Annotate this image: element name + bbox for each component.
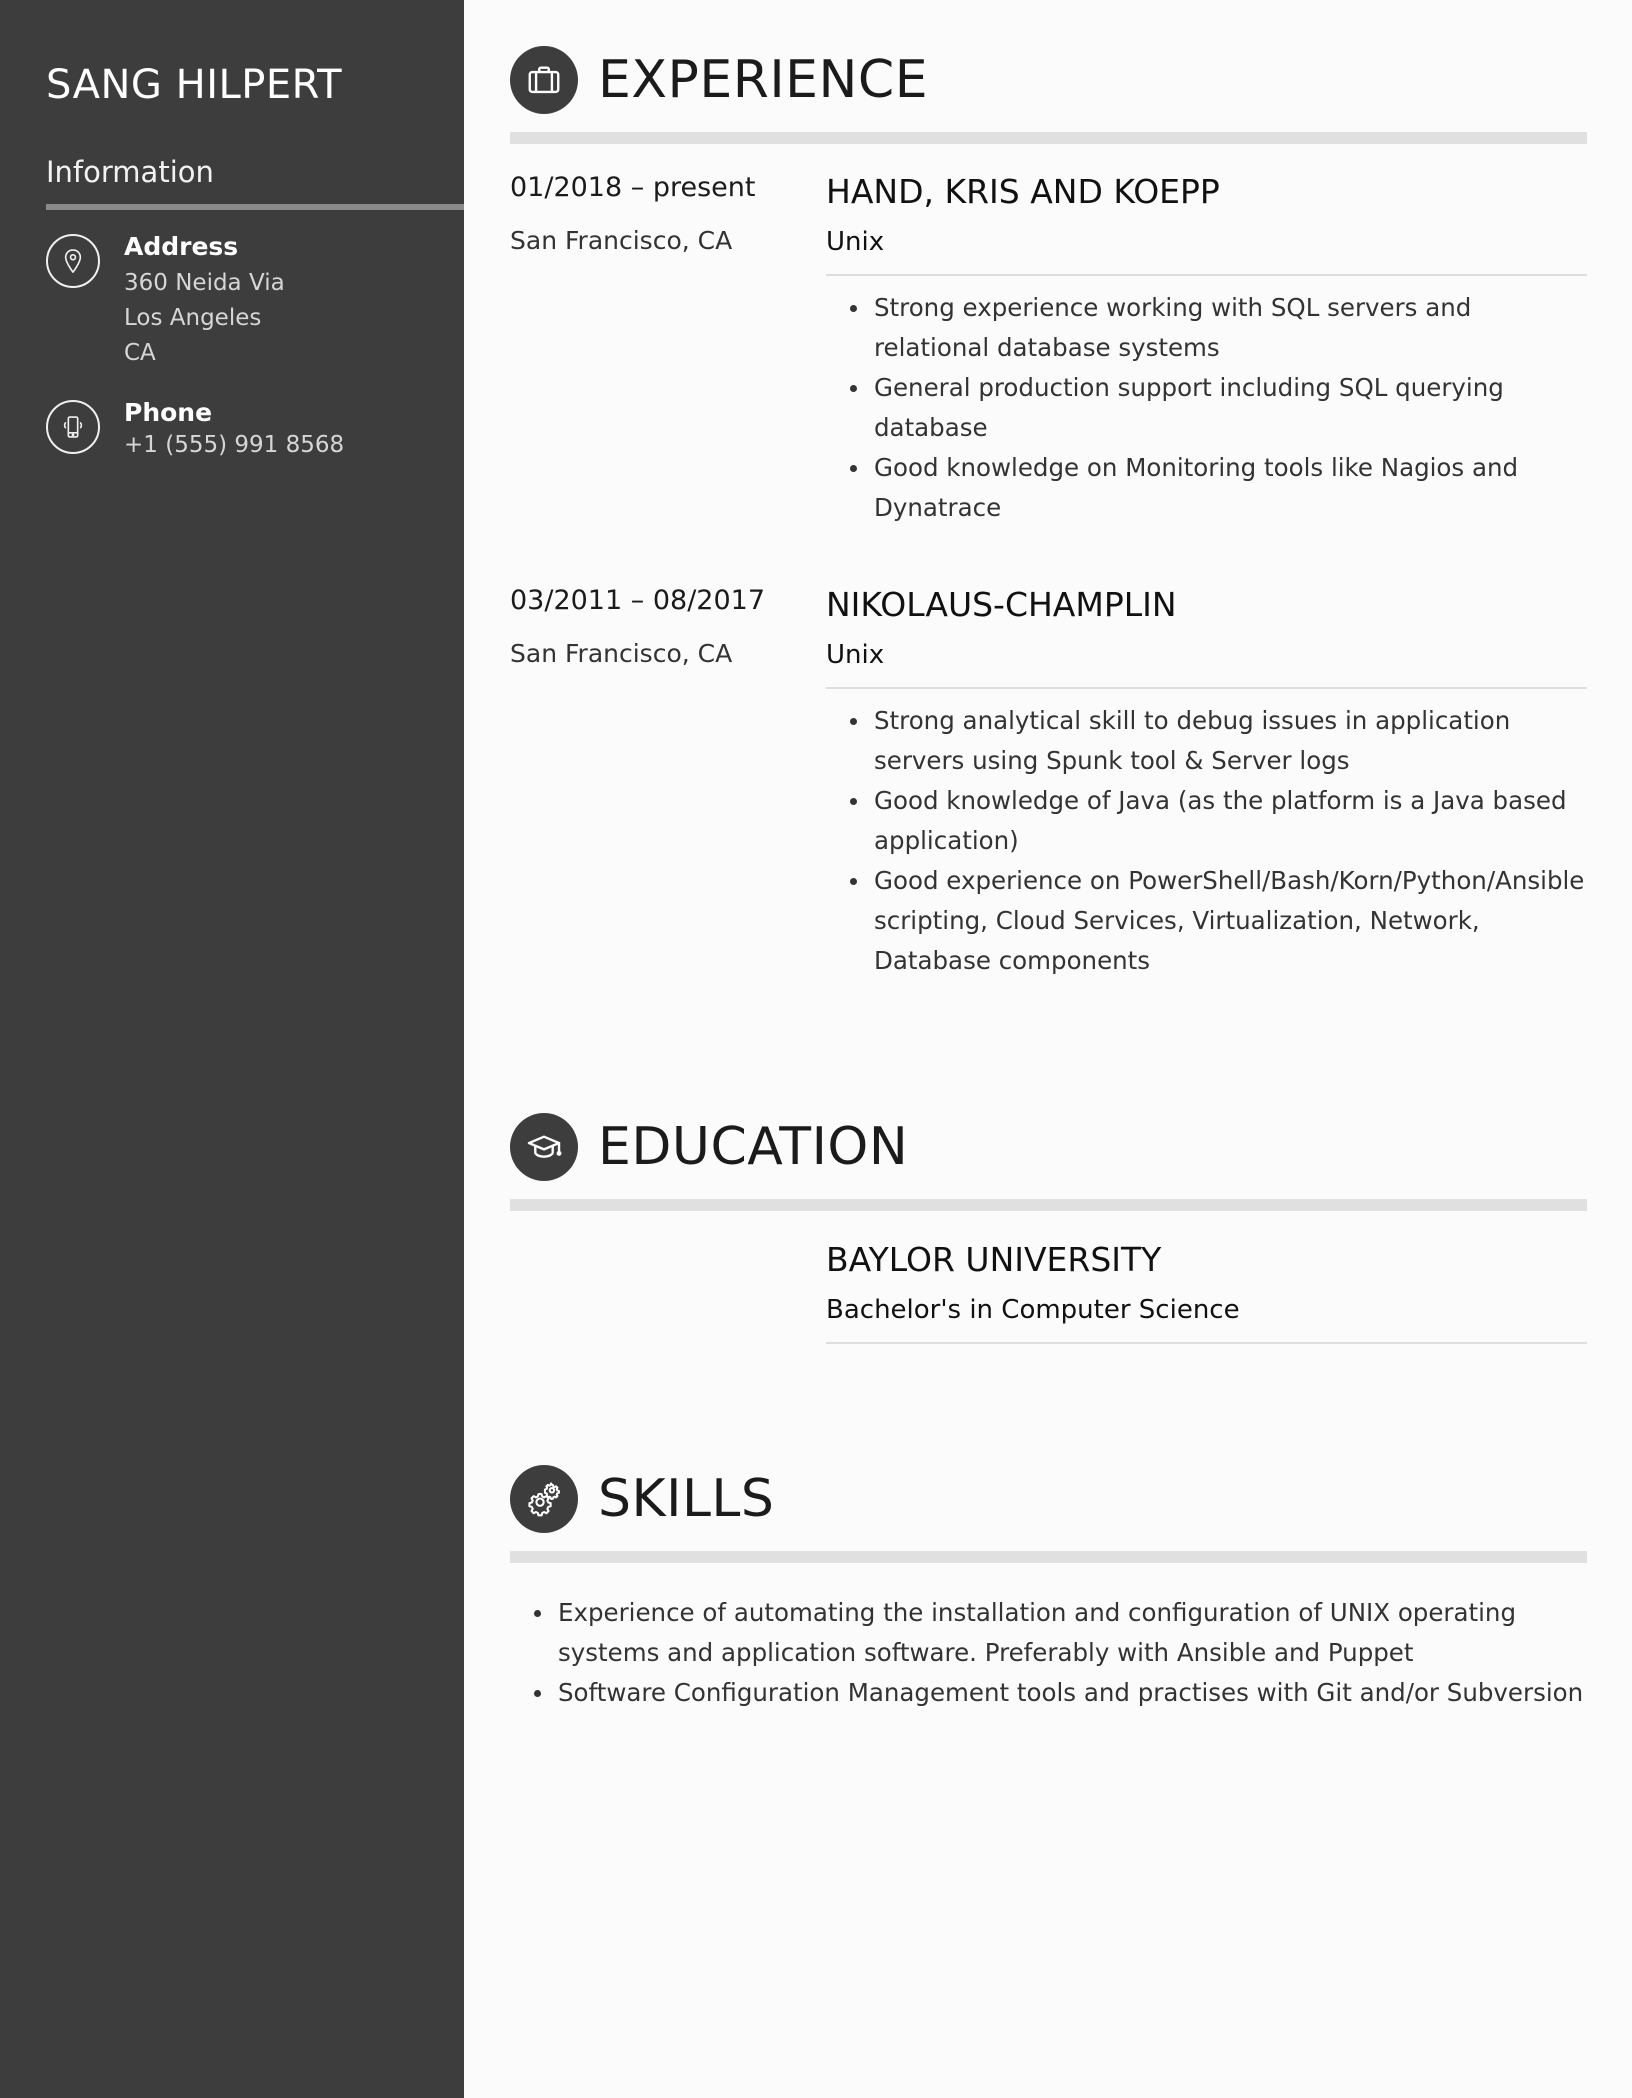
phone-number: +1 (555) 991 8568 — [124, 432, 345, 458]
entry-location: San Francisco, CA — [510, 226, 733, 255]
entry-role: Unix — [826, 640, 885, 670]
address-label: Address — [124, 232, 239, 261]
skills-divider — [510, 1551, 1587, 1563]
entry-divider — [826, 274, 1587, 276]
education-details — [826, 1240, 1587, 1344]
entry-company: NIKOLAUS-CHAMPLIN — [826, 585, 1177, 624]
entry-location: San Francisco, CA — [510, 639, 733, 668]
sidebar — [0, 0, 464, 2098]
bullet-item: Strong experience working with SQL servers and relational database systems — [826, 288, 1587, 368]
bullet-item: Good knowledge on Monitoring tools like Nagios and Dynatrace — [826, 448, 1587, 528]
skills-header — [510, 1465, 1587, 1565]
education-entry-divider — [826, 1342, 1587, 1344]
mobile-phone-icon — [46, 400, 100, 454]
experience-divider — [510, 132, 1587, 144]
briefcase-icon — [510, 46, 578, 114]
entry-details — [826, 585, 1587, 981]
location-pin-icon — [46, 234, 100, 288]
bullet-item: General production support including SQL querying database — [826, 368, 1587, 448]
entry-dates: 03/2011 – 08/2017 — [510, 585, 765, 616]
entry-bullets — [826, 288, 1587, 528]
gears-icon — [510, 1465, 578, 1533]
bullet-item: Strong analytical skill to debug issues in application servers using Spunk tool & Server logs — [826, 701, 1587, 781]
address-line-city: Los Angeles — [124, 305, 262, 331]
experience-header — [510, 46, 1587, 146]
entry-divider — [826, 687, 1587, 689]
entry-bullets — [826, 701, 1587, 981]
education-title: EDUCATION — [598, 1117, 909, 1177]
information-heading: Information — [46, 155, 214, 189]
information-divider — [46, 204, 464, 210]
education-divider — [510, 1199, 1587, 1211]
skills-title: SKILLS — [598, 1469, 775, 1529]
candidate-name: SANG HILPERT — [46, 62, 342, 108]
experience-title: EXPERIENCE — [598, 50, 929, 110]
address-line-state: CA — [124, 340, 156, 366]
entry-details — [826, 172, 1587, 528]
education-school: BAYLOR UNIVERSITY — [826, 1240, 1162, 1279]
bullet-item: Good experience on PowerShell/Bash/Korn/Python/Ansible scripting, Cloud Services, Virtualization, Network, Database components — [826, 861, 1587, 981]
skill-item: Experience of automating the installation and configuration of UNIX operating systems and application software. Preferably with Ansible and Puppet — [510, 1593, 1587, 1673]
entry-company: HAND, KRIS AND KOEPP — [826, 172, 1220, 211]
phone-label: Phone — [124, 398, 213, 427]
entry-role: Unix — [826, 227, 885, 257]
graduation-cap-icon — [510, 1113, 578, 1181]
skill-item: Software Configuration Management tools and practises with Git and/or Subversion — [510, 1673, 1587, 1713]
skills-list — [510, 1593, 1587, 1713]
bullet-item: Good knowledge of Java (as the platform is a Java based application) — [826, 781, 1587, 861]
entry-dates: 01/2018 – present — [510, 172, 756, 203]
education-header — [510, 1113, 1587, 1213]
address-line-street: 360 Neida Via — [124, 270, 285, 296]
education-degree: Bachelor's in Computer Science — [826, 1295, 1240, 1325]
